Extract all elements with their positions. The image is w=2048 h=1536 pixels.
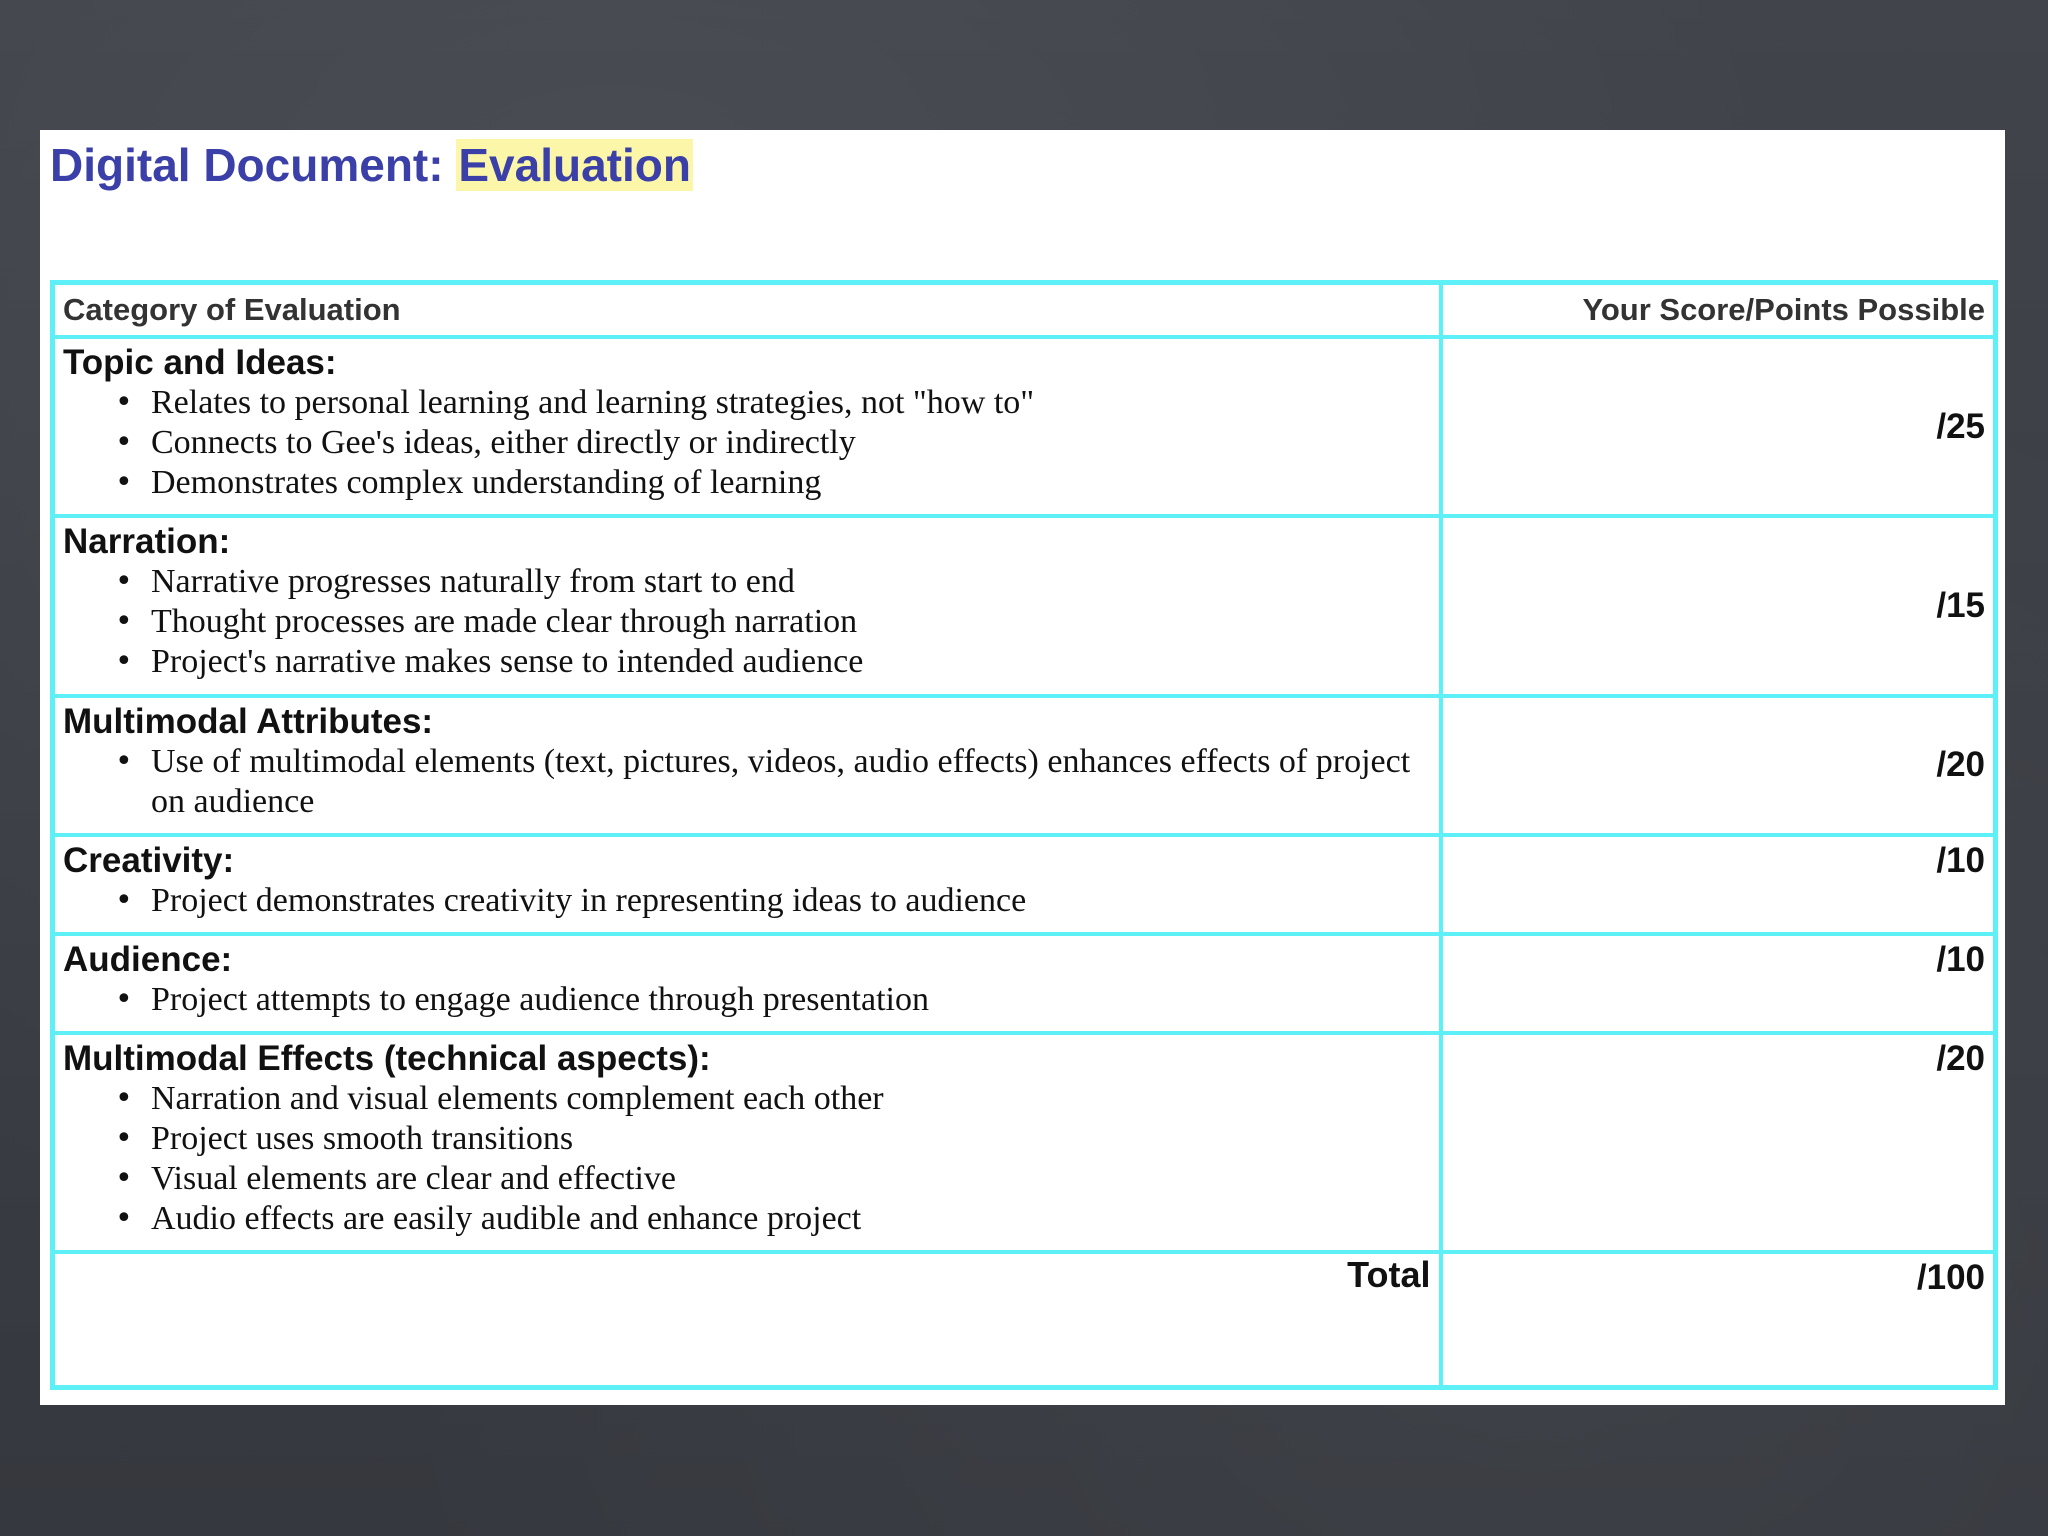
total-points: /100 <box>1916 1258 1985 1298</box>
score-cell <box>1441 835 1996 934</box>
criteria-list <box>63 1079 1431 1239</box>
header-category: Category of Evaluation <box>53 283 1441 337</box>
points-possible: /20 <box>1936 745 1985 785</box>
evaluation-table <box>50 280 1998 1390</box>
points-possible: /15 <box>1936 586 1985 626</box>
criteria-item: • Project attempts to engage audience through presentation <box>63 980 1431 1020</box>
criteria-item: • Connects to Gee's ideas, either directly or indirectly <box>63 423 1431 463</box>
category-title: Audience: <box>63 939 233 979</box>
table-row <box>53 934 1996 1033</box>
criteria-item: • Narrative progresses naturally from start to end <box>63 562 1431 602</box>
document-title <box>50 136 693 194</box>
score-cell <box>1441 516 1996 695</box>
category-cell <box>53 516 1441 695</box>
criteria-item: • Relates to personal learning and learning strategies, not "how to" <box>63 383 1431 423</box>
points-possible: /10 <box>1936 840 1985 880</box>
document-sheet <box>40 130 2005 1405</box>
category-cell <box>53 337 1441 516</box>
criteria-list <box>63 562 1431 682</box>
total-label: Total <box>1347 1254 1431 1296</box>
table-row <box>53 835 1996 934</box>
points-possible: /10 <box>1936 939 1985 979</box>
total-score-cell <box>1441 1252 1996 1387</box>
criteria-item: • Visual elements are clear and effective <box>63 1159 1431 1199</box>
category-title: Narration: <box>63 522 231 562</box>
criteria-list <box>63 980 1431 1020</box>
criteria-item: • Project demonstrates creativity in representing ideas to audience <box>63 881 1431 921</box>
table-row <box>53 337 1996 516</box>
category-title: Creativity: <box>63 840 235 880</box>
table-header-row <box>53 283 1996 337</box>
category-cell <box>53 1033 1441 1253</box>
criteria-item: • Project's narrative makes sense to intended audience <box>63 642 1431 682</box>
criteria-item: • Thought processes are made clear through narration <box>63 602 1431 642</box>
total-row <box>53 1252 1996 1387</box>
criteria-list <box>63 881 1431 921</box>
category-cell <box>53 835 1441 934</box>
document-title-prefix: Digital Document: <box>50 139 457 191</box>
points-possible: /25 <box>1936 406 1985 446</box>
total-label-cell <box>53 1252 1441 1387</box>
table-row <box>53 516 1996 695</box>
category-cell <box>53 934 1441 1033</box>
criteria-list <box>63 383 1431 503</box>
score-cell <box>1441 337 1996 516</box>
category-title: Topic and Ideas: <box>63 342 337 382</box>
document-title-highlight: Evaluation <box>458 139 691 191</box>
score-cell <box>1441 934 1996 1033</box>
criteria-item: • Audio effects are easily audible and enhance project <box>63 1199 1431 1239</box>
header-score: Your Score/Points Possible <box>1441 283 1996 337</box>
criteria-list <box>63 742 1431 822</box>
score-cell <box>1441 696 1996 835</box>
points-possible: /20 <box>1936 1038 1985 1078</box>
criteria-item: • Project uses smooth transitions <box>63 1119 1431 1159</box>
score-cell <box>1441 1033 1996 1253</box>
table-row <box>53 696 1996 835</box>
category-title: Multimodal Effects (technical aspects): <box>63 1038 711 1078</box>
category-title: Multimodal Attributes: <box>63 701 434 741</box>
table-row <box>53 1033 1996 1253</box>
criteria-item: • Demonstrates complex understanding of learning <box>63 463 1431 503</box>
category-cell <box>53 696 1441 835</box>
criteria-item: • Use of multimodal elements (text, pictures, videos, audio effects) enhances effects of project on audience <box>63 742 1431 822</box>
criteria-item: • Narration and visual elements complement each other <box>63 1079 1431 1119</box>
